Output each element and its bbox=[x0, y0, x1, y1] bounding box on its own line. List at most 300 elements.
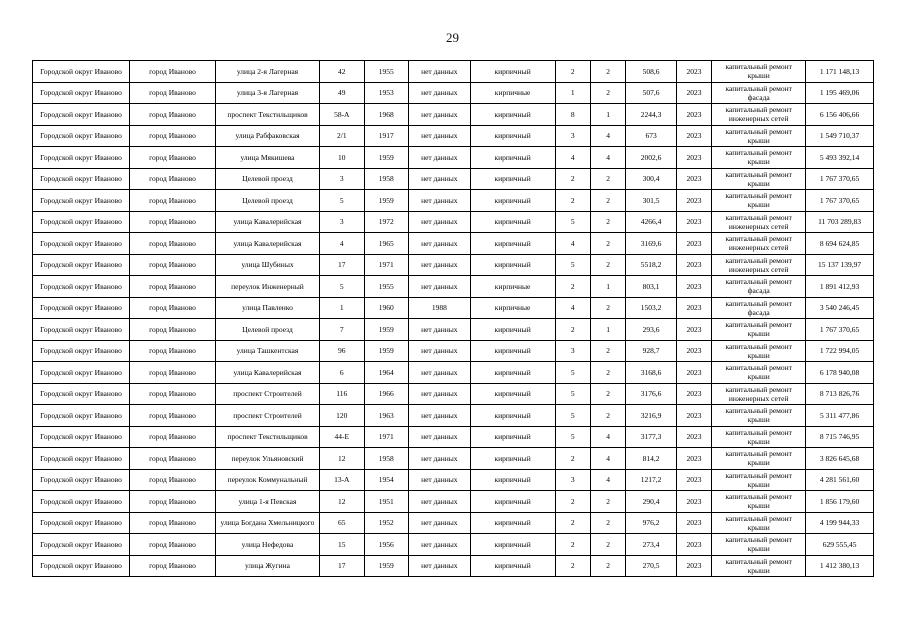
table-cell: 4 bbox=[590, 125, 625, 147]
table-cell: 290,4 bbox=[626, 491, 677, 513]
table-cell: 2023 bbox=[676, 233, 711, 255]
table-cell: капитальный ремонт крыши bbox=[712, 319, 806, 341]
table-cell: 5 bbox=[555, 426, 590, 448]
table-cell: капитальный ремонт крыши bbox=[712, 534, 806, 556]
table-cell: 3176,6 bbox=[626, 383, 677, 405]
table-cell: 2023 bbox=[676, 125, 711, 147]
table-cell: 4 199 944,33 bbox=[806, 512, 874, 534]
table-cell: Городской округ Иваново bbox=[33, 190, 130, 212]
table-cell: капитальный ремонт инженерных сетей bbox=[712, 211, 806, 233]
table-cell: 6 178 940,08 bbox=[806, 362, 874, 384]
table-cell: 270,5 bbox=[626, 555, 677, 577]
table-cell: 3 bbox=[320, 168, 364, 190]
table-cell: 4 bbox=[590, 469, 625, 491]
table-cell: Городской округ Иваново bbox=[33, 362, 130, 384]
table-cell: капитальный ремонт инженерных сетей bbox=[712, 233, 806, 255]
table-cell: 1 bbox=[555, 82, 590, 104]
table-cell: кирпичный bbox=[470, 448, 555, 470]
table-body bbox=[33, 61, 874, 577]
page-number: 29 bbox=[446, 30, 459, 45]
table-cell: 1958 bbox=[364, 168, 408, 190]
table-cell: город Иваново bbox=[130, 383, 216, 405]
table-cell: Городской округ Иваново bbox=[33, 319, 130, 341]
table-cell: капитальный ремонт инженерных сетей bbox=[712, 383, 806, 405]
table-cell: капитальный ремонт крыши bbox=[712, 555, 806, 577]
table-cell: кирпичный bbox=[470, 512, 555, 534]
table-cell: 2023 bbox=[676, 319, 711, 341]
table-cell: нет данных bbox=[408, 319, 470, 341]
table-row bbox=[33, 61, 874, 83]
table-cell: 2 bbox=[590, 82, 625, 104]
table-cell: 1972 bbox=[364, 211, 408, 233]
table-cell: 3 826 645,68 bbox=[806, 448, 874, 470]
table-cell: капитальный ремонт крыши bbox=[712, 469, 806, 491]
table-cell: 1 bbox=[590, 276, 625, 298]
table-cell: город Иваново bbox=[130, 125, 216, 147]
table-cell: 1951 bbox=[364, 491, 408, 513]
table-cell: 301,5 bbox=[626, 190, 677, 212]
table-cell: переулок Коммунальный bbox=[215, 469, 319, 491]
table-cell: 1 767 370,65 bbox=[806, 319, 874, 341]
table-row bbox=[33, 211, 874, 233]
table-cell: 5 bbox=[555, 405, 590, 427]
table-cell: 2 bbox=[555, 555, 590, 577]
table-cell: 1963 bbox=[364, 405, 408, 427]
table-cell: нет данных bbox=[408, 82, 470, 104]
table-cell: город Иваново bbox=[130, 297, 216, 319]
table-cell: 6 156 406,66 bbox=[806, 104, 874, 126]
table-cell: Городской округ Иваново bbox=[33, 555, 130, 577]
table-cell: 2 bbox=[555, 190, 590, 212]
table-cell: Городской округ Иваново bbox=[33, 147, 130, 169]
table-cell: 928,7 bbox=[626, 340, 677, 362]
table-cell: 5 493 392,14 bbox=[806, 147, 874, 169]
table-cell: 2 bbox=[590, 190, 625, 212]
table-row bbox=[33, 254, 874, 276]
table-row bbox=[33, 319, 874, 341]
table-cell: улица 2-я Лагерная bbox=[215, 61, 319, 83]
table-cell: нет данных bbox=[408, 276, 470, 298]
table-cell: 1217,2 bbox=[626, 469, 677, 491]
table-cell: кирпичный bbox=[470, 147, 555, 169]
table-cell: 2023 bbox=[676, 254, 711, 276]
table-cell: нет данных bbox=[408, 383, 470, 405]
table-cell: 4 281 561,60 bbox=[806, 469, 874, 491]
table-cell: нет данных bbox=[408, 362, 470, 384]
table-cell: Городской округ Иваново bbox=[33, 405, 130, 427]
table-cell: капитальный ремонт фасада bbox=[712, 82, 806, 104]
table-cell: 1959 bbox=[364, 147, 408, 169]
table-cell: 58-А bbox=[320, 104, 364, 126]
table-cell: 2 bbox=[555, 512, 590, 534]
table-cell: 1971 bbox=[364, 254, 408, 276]
table-cell: 120 bbox=[320, 405, 364, 427]
table-row bbox=[33, 469, 874, 491]
table-cell: 2 bbox=[590, 233, 625, 255]
table-cell: кирпичный bbox=[470, 125, 555, 147]
table-cell: 2023 bbox=[676, 190, 711, 212]
table-cell: Городской округ Иваново bbox=[33, 233, 130, 255]
table-cell: 3177,3 bbox=[626, 426, 677, 448]
table-cell: кирпичный bbox=[470, 104, 555, 126]
table-cell: кирпичный bbox=[470, 319, 555, 341]
table-cell: Городской округ Иваново bbox=[33, 254, 130, 276]
table-cell: 2 bbox=[555, 448, 590, 470]
table-row bbox=[33, 512, 874, 534]
table-cell: 65 bbox=[320, 512, 364, 534]
table-cell: 2 bbox=[555, 534, 590, 556]
table-cell: 814,2 bbox=[626, 448, 677, 470]
table-cell: улица Рабфаковская bbox=[215, 125, 319, 147]
table-cell: город Иваново bbox=[130, 61, 216, 83]
table-cell: город Иваново bbox=[130, 82, 216, 104]
table-cell: кирпичный bbox=[470, 168, 555, 190]
table-cell: 4 bbox=[555, 297, 590, 319]
table-cell: Городской округ Иваново bbox=[33, 534, 130, 556]
table-cell: 3216,9 bbox=[626, 405, 677, 427]
table-cell: кирпичный bbox=[470, 534, 555, 556]
table-cell: 4 bbox=[555, 147, 590, 169]
table-cell: 3 bbox=[555, 340, 590, 362]
table-cell: проспект Строителей bbox=[215, 383, 319, 405]
table-cell: улица 3-я Лагерная bbox=[215, 82, 319, 104]
table-cell: 2 bbox=[590, 512, 625, 534]
table-cell: улица Богдана Хмельницкого bbox=[215, 512, 319, 534]
table-cell: город Иваново bbox=[130, 534, 216, 556]
table-cell: 13-А bbox=[320, 469, 364, 491]
table-cell: 17 bbox=[320, 555, 364, 577]
table-cell: Городской округ Иваново bbox=[33, 512, 130, 534]
table-cell: Городской округ Иваново bbox=[33, 491, 130, 513]
table-cell: улица 1-я Певская bbox=[215, 491, 319, 513]
table-cell: нет данных bbox=[408, 233, 470, 255]
table-cell: 12 bbox=[320, 491, 364, 513]
table-cell: 2/1 bbox=[320, 125, 364, 147]
table-row bbox=[33, 104, 874, 126]
table-cell: 4 bbox=[555, 233, 590, 255]
table-row bbox=[33, 383, 874, 405]
table-cell: 2 bbox=[590, 340, 625, 362]
table-cell: 1988 bbox=[408, 297, 470, 319]
table-cell: 3 540 246,45 bbox=[806, 297, 874, 319]
table-cell: 1952 bbox=[364, 512, 408, 534]
table-cell: улица Шубиных bbox=[215, 254, 319, 276]
table-cell: капитальный ремонт крыши bbox=[712, 340, 806, 362]
table-cell: город Иваново bbox=[130, 491, 216, 513]
table-cell: Городской округ Иваново bbox=[33, 297, 130, 319]
table-cell: 293,6 bbox=[626, 319, 677, 341]
table-cell: город Иваново bbox=[130, 512, 216, 534]
table-cell: Целевой проезд bbox=[215, 190, 319, 212]
table-cell: город Иваново bbox=[130, 276, 216, 298]
table-cell: 3 bbox=[320, 211, 364, 233]
table-cell: 2 bbox=[555, 319, 590, 341]
table-cell: капитальный ремонт крыши bbox=[712, 147, 806, 169]
table-cell: 2 bbox=[555, 276, 590, 298]
table-row bbox=[33, 340, 874, 362]
table-row bbox=[33, 555, 874, 577]
table-row bbox=[33, 147, 874, 169]
table-cell: 5 bbox=[320, 276, 364, 298]
table-cell: улица Кавалерийская bbox=[215, 233, 319, 255]
table-row bbox=[33, 168, 874, 190]
table-cell: 1 891 412,93 bbox=[806, 276, 874, 298]
table-cell: кирпичный bbox=[470, 405, 555, 427]
table-cell: 1 856 179,60 bbox=[806, 491, 874, 513]
table-cell: 629 555,45 bbox=[806, 534, 874, 556]
table-cell: 2023 bbox=[676, 82, 711, 104]
table-cell: 2023 bbox=[676, 362, 711, 384]
table-cell: 1960 bbox=[364, 297, 408, 319]
table-cell: кирпичный bbox=[470, 254, 555, 276]
table-cell: 1953 bbox=[364, 82, 408, 104]
table-cell: 2 bbox=[590, 297, 625, 319]
table-cell: нет данных bbox=[408, 491, 470, 513]
table-cell: кирпичный bbox=[470, 61, 555, 83]
table-cell: улица Ташкентская bbox=[215, 340, 319, 362]
table-cell: 2023 bbox=[676, 448, 711, 470]
table-cell: нет данных bbox=[408, 168, 470, 190]
table-cell: нет данных bbox=[408, 61, 470, 83]
table-cell: кирпичные bbox=[470, 82, 555, 104]
table-cell: город Иваново bbox=[130, 469, 216, 491]
table-cell: город Иваново bbox=[130, 211, 216, 233]
table-cell: 2023 bbox=[676, 555, 711, 577]
table-cell: капитальный ремонт крыши bbox=[712, 190, 806, 212]
table-cell: 2023 bbox=[676, 147, 711, 169]
table-cell: 8 713 826,76 bbox=[806, 383, 874, 405]
table-cell: 96 bbox=[320, 340, 364, 362]
table-cell: 2023 bbox=[676, 297, 711, 319]
table-cell: кирпичный bbox=[470, 491, 555, 513]
table-cell: 508,6 bbox=[626, 61, 677, 83]
table-cell: 1965 bbox=[364, 233, 408, 255]
table-cell: нет данных bbox=[408, 534, 470, 556]
table-cell: 2023 bbox=[676, 469, 711, 491]
table-cell: 507,6 bbox=[626, 82, 677, 104]
table-cell: город Иваново bbox=[130, 405, 216, 427]
table-cell: город Иваново bbox=[130, 147, 216, 169]
table-cell: Городской округ Иваново bbox=[33, 168, 130, 190]
table-cell: Городской округ Иваново bbox=[33, 383, 130, 405]
table-cell: Городской округ Иваново bbox=[33, 426, 130, 448]
table-cell: город Иваново bbox=[130, 319, 216, 341]
table-row bbox=[33, 190, 874, 212]
table-cell: Городской округ Иваново bbox=[33, 211, 130, 233]
table-cell: 2 bbox=[590, 211, 625, 233]
table-cell: нет данных bbox=[408, 125, 470, 147]
table-cell: Городской округ Иваново bbox=[33, 61, 130, 83]
table-cell: 17 bbox=[320, 254, 364, 276]
table-cell: Городской округ Иваново bbox=[33, 448, 130, 470]
table-cell: проспект Текстильщиков bbox=[215, 104, 319, 126]
table-cell: 2 bbox=[590, 61, 625, 83]
table-cell: капитальный ремонт крыши bbox=[712, 491, 806, 513]
table-cell: 2 bbox=[555, 168, 590, 190]
table-cell: 11 703 289,83 bbox=[806, 211, 874, 233]
table-cell: кирпичный bbox=[470, 340, 555, 362]
table-cell: 5518,2 bbox=[626, 254, 677, 276]
table-cell: 1966 bbox=[364, 383, 408, 405]
table-cell: 803,1 bbox=[626, 276, 677, 298]
table-cell: 5 bbox=[320, 190, 364, 212]
table-cell: 2 bbox=[590, 491, 625, 513]
table-cell: 673 bbox=[626, 125, 677, 147]
table-row bbox=[33, 448, 874, 470]
table-cell: 1 bbox=[590, 104, 625, 126]
table-cell: кирпичные bbox=[470, 297, 555, 319]
table-cell: 1955 bbox=[364, 61, 408, 83]
table-row bbox=[33, 491, 874, 513]
table-cell: 15 137 139,97 bbox=[806, 254, 874, 276]
table-cell: город Иваново bbox=[130, 104, 216, 126]
table-cell: капитальный ремонт фасада bbox=[712, 297, 806, 319]
table-cell: нет данных bbox=[408, 426, 470, 448]
table-cell: 8 694 624,85 bbox=[806, 233, 874, 255]
table-cell: улица Павленко bbox=[215, 297, 319, 319]
table-cell: 1959 bbox=[364, 190, 408, 212]
table-row bbox=[33, 362, 874, 384]
table-cell: 5 bbox=[555, 254, 590, 276]
table-cell: капитальный ремонт инженерных сетей bbox=[712, 104, 806, 126]
table-cell: 1959 bbox=[364, 555, 408, 577]
table-cell: 1 412 380,13 bbox=[806, 555, 874, 577]
table-row bbox=[33, 233, 874, 255]
table-cell: улица Кавалерийская bbox=[215, 211, 319, 233]
table-cell: проспект Текстильщиков bbox=[215, 426, 319, 448]
table-cell: 49 bbox=[320, 82, 364, 104]
table-cell: 2023 bbox=[676, 61, 711, 83]
table-cell: нет данных bbox=[408, 147, 470, 169]
table-cell: 2 bbox=[590, 168, 625, 190]
table-row bbox=[33, 276, 874, 298]
table-cell: город Иваново bbox=[130, 362, 216, 384]
table-cell: 2023 bbox=[676, 168, 711, 190]
table-cell: 2 bbox=[590, 254, 625, 276]
table-cell: 2023 bbox=[676, 211, 711, 233]
table-cell: кирпичный bbox=[470, 362, 555, 384]
table-cell: 300,4 bbox=[626, 168, 677, 190]
table-cell: Городской округ Иваново bbox=[33, 82, 130, 104]
table-cell: 3 bbox=[555, 469, 590, 491]
table-cell: 2023 bbox=[676, 383, 711, 405]
table-cell: 1503,2 bbox=[626, 297, 677, 319]
table-cell: город Иваново bbox=[130, 233, 216, 255]
table-cell: 1 bbox=[590, 319, 625, 341]
table-cell: 2023 bbox=[676, 405, 711, 427]
table-cell: 2 bbox=[555, 491, 590, 513]
table-cell: 2023 bbox=[676, 426, 711, 448]
table-cell: капитальный ремонт фасада bbox=[712, 276, 806, 298]
table-cell: 5 bbox=[555, 362, 590, 384]
table-cell: 1971 bbox=[364, 426, 408, 448]
table-cell: капитальный ремонт крыши bbox=[712, 426, 806, 448]
table-cell: город Иваново bbox=[130, 254, 216, 276]
table-cell: город Иваново bbox=[130, 448, 216, 470]
table-cell: кирпичные bbox=[470, 276, 555, 298]
table-cell: кирпичный bbox=[470, 383, 555, 405]
table-cell: нет данных bbox=[408, 104, 470, 126]
table-cell: город Иваново bbox=[130, 426, 216, 448]
table-cell: капитальный ремонт инженерных сетей bbox=[712, 254, 806, 276]
table-cell: 5 bbox=[555, 383, 590, 405]
table-cell: 1 767 370,65 bbox=[806, 190, 874, 212]
table-cell: кирпичный bbox=[470, 211, 555, 233]
table-cell: капитальный ремонт крыши bbox=[712, 512, 806, 534]
table-cell: 2 bbox=[590, 405, 625, 427]
table-cell: нет данных bbox=[408, 254, 470, 276]
table-row bbox=[33, 297, 874, 319]
table-cell: 6 bbox=[320, 362, 364, 384]
table-cell: капитальный ремонт крыши bbox=[712, 405, 806, 427]
table-cell: город Иваново bbox=[130, 555, 216, 577]
table-cell: нет данных bbox=[408, 555, 470, 577]
table-cell: 1968 bbox=[364, 104, 408, 126]
table-cell: 4 bbox=[590, 426, 625, 448]
table-cell: 1959 bbox=[364, 319, 408, 341]
table-cell: 2 bbox=[555, 61, 590, 83]
table-cell: капитальный ремонт крыши bbox=[712, 362, 806, 384]
table-cell: 1958 bbox=[364, 448, 408, 470]
table-cell: 2023 bbox=[676, 512, 711, 534]
table-cell: 1959 bbox=[364, 340, 408, 362]
table-cell: 2 bbox=[590, 383, 625, 405]
table-cell: Целевой проезд bbox=[215, 168, 319, 190]
table-cell: переулок Инженерный bbox=[215, 276, 319, 298]
table-cell: 4 bbox=[320, 233, 364, 255]
table-cell: 3169,6 bbox=[626, 233, 677, 255]
table-cell: 5 bbox=[555, 211, 590, 233]
table-cell: нет данных bbox=[408, 405, 470, 427]
table-cell: Городской округ Иваново bbox=[33, 469, 130, 491]
table-cell: 1 549 710,37 bbox=[806, 125, 874, 147]
table-cell: 2023 bbox=[676, 104, 711, 126]
table-cell: кирпичный bbox=[470, 233, 555, 255]
table-cell: 2 bbox=[590, 534, 625, 556]
table-row bbox=[33, 82, 874, 104]
table-cell: 1 bbox=[320, 297, 364, 319]
table-cell: 1 171 148,13 bbox=[806, 61, 874, 83]
table-cell: 2023 bbox=[676, 491, 711, 513]
table-cell: 7 bbox=[320, 319, 364, 341]
table-cell: нет данных bbox=[408, 512, 470, 534]
table-cell: 2023 bbox=[676, 276, 711, 298]
table-cell: 4 bbox=[590, 448, 625, 470]
table-cell: капитальный ремонт крыши bbox=[712, 61, 806, 83]
table-cell: переулок Ульяновский bbox=[215, 448, 319, 470]
table-cell: улица Мякишева bbox=[215, 147, 319, 169]
table-cell: 273,4 bbox=[626, 534, 677, 556]
table-cell: 5 311 477,86 bbox=[806, 405, 874, 427]
table-cell: 3168,6 bbox=[626, 362, 677, 384]
table-cell: 2244,3 bbox=[626, 104, 677, 126]
table-cell: 4266,4 bbox=[626, 211, 677, 233]
table-cell: 12 bbox=[320, 448, 364, 470]
table-cell: 1 195 469,06 bbox=[806, 82, 874, 104]
table-cell: 10 bbox=[320, 147, 364, 169]
table-cell: Городской округ Иваново bbox=[33, 104, 130, 126]
table-cell: нет данных bbox=[408, 211, 470, 233]
table-cell: город Иваново bbox=[130, 190, 216, 212]
table-cell: 1964 bbox=[364, 362, 408, 384]
table-cell: капитальный ремонт крыши bbox=[712, 125, 806, 147]
table-cell: 42 bbox=[320, 61, 364, 83]
table-cell: 116 bbox=[320, 383, 364, 405]
table-cell: капитальный ремонт крыши bbox=[712, 168, 806, 190]
table-cell: нет данных bbox=[408, 190, 470, 212]
table-cell: 976,2 bbox=[626, 512, 677, 534]
table-cell: кирпичный bbox=[470, 469, 555, 491]
